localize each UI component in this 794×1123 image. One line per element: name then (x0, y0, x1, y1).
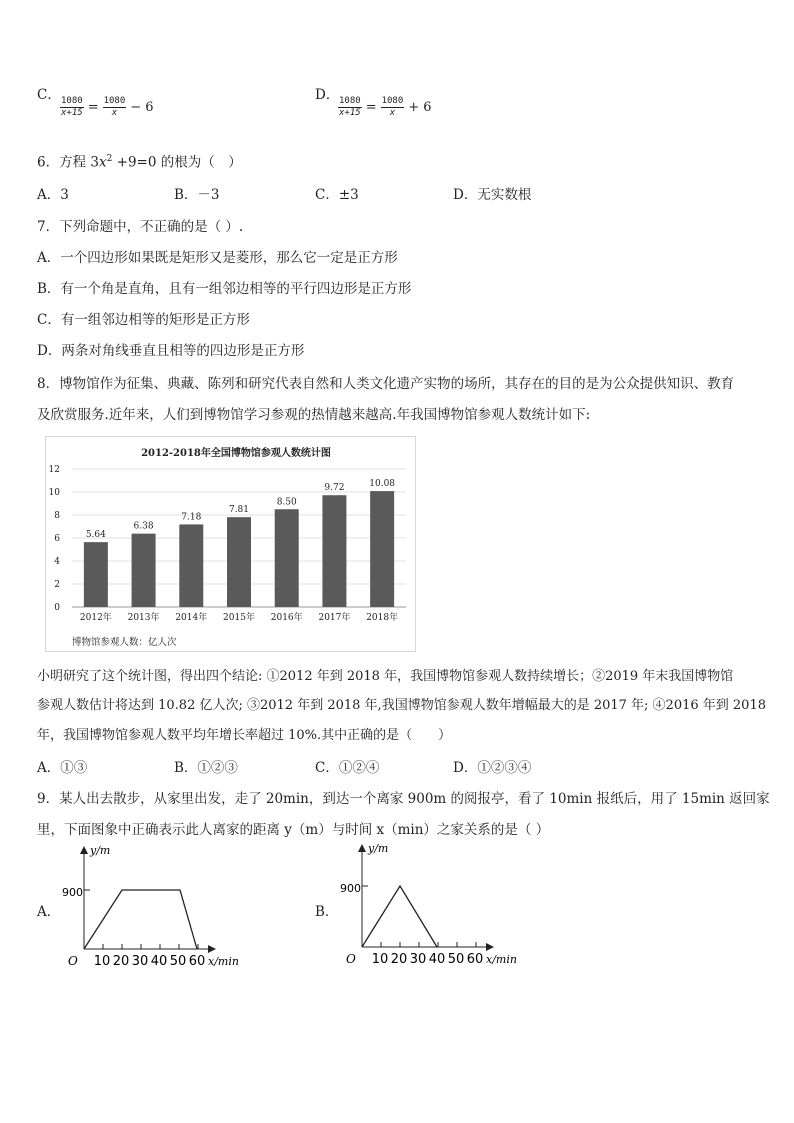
q9-graph-a-y-label: y/m (90, 844, 111, 857)
q5-option-d-equation (338, 96, 432, 119)
q6-x: x (98, 154, 107, 171)
q9-graph-a-curve (84, 890, 197, 949)
x-tick-label: 2018年 (366, 613, 399, 623)
x-tick-label: 2014年 (175, 613, 208, 623)
x-tick-label: 2013年 (127, 613, 160, 623)
x-tick-label: 40 (428, 952, 446, 967)
q6-stem-b: +9=0 的根为（ ） (112, 154, 242, 171)
q7-stem: 7．下列命题中，不正确的是（ ）. (37, 219, 244, 235)
q9-graph-a-y-value: 900 (62, 886, 83, 899)
q6-option-a: A．3 (37, 187, 69, 203)
q8-stem-line2: 及欣赏服务.近年来，人们到博物馆学习参观的热情越来越高.年我国博物馆参观人数统计如下: (37, 407, 591, 423)
x-tick-label: 2015年 (223, 613, 255, 623)
q8-conclusion-line1: 小明研究了这个统计图，得出四个结论: ①2012 年到 2018 年，我国博物馆参观人数持续增长；②2019 年末我国博物馆 (37, 669, 734, 684)
q8-conclusion-line2: 参观人数估计将达到 10.82 亿人次; ③2012 年到 2018 年,我国博物馆参观人数年增幅最大的是 2017 年; ④2016 年到 2018 (37, 698, 766, 713)
x-tick-label: 20 (112, 954, 130, 969)
q9-graph-b-y-value: 900 (340, 882, 361, 895)
bar (132, 534, 156, 607)
q8-option-a: A．①③ (37, 760, 88, 776)
bar (322, 495, 346, 607)
q7-option-b: B．有一个角是直角，且有一组邻边相等的平行四边形是正方形 (37, 281, 412, 297)
x-tick-label: 40 (150, 954, 168, 969)
q9-graph-b-curve (362, 886, 437, 947)
bar (370, 491, 394, 607)
x-tick-label: 50 (447, 952, 465, 967)
q5-c-left-num: 1080 (61, 96, 83, 106)
q9-graph-a-origin: O (68, 954, 78, 968)
x-tick-label: 2016年 (270, 613, 303, 623)
y-tick-label: 4 (54, 557, 60, 567)
q5-d-left-fraction (338, 96, 362, 119)
q5-d-left-num: 1080 (339, 96, 361, 106)
x-tick-label: 10 (371, 952, 389, 967)
q9-graph-a-x-label: x/min (208, 955, 239, 968)
q8-stem-line1: 8．博物馆作为征集、典藏、陈列和研究代表自然和人类文化遗产实物的场所，其存在的目的是为公众提供知识、教育 (37, 376, 735, 392)
q9-stem-line1: 9．某人出去散步，从家里出发，走了 20min，到达一个离家 900m 的阅报亭，看了 10min 报纸后，用了 15min 返回家 (37, 791, 770, 807)
q5-c-op: − 6 (130, 100, 154, 115)
bar-data-label: 7.18 (181, 512, 202, 523)
q5-c-right-fraction (103, 96, 127, 119)
x-tick-label: 10 (93, 954, 111, 969)
q6-stem-a: 6．方程 3 (37, 154, 99, 171)
q9-graph-b-origin: O (346, 952, 356, 966)
q6-option-b: B．－3 (174, 187, 220, 203)
bar-data-label: 5.64 (85, 530, 106, 541)
y-tick-label: 2 (54, 580, 60, 590)
q8-option-b: B．①②③ (174, 760, 238, 776)
q9-graph-b (340, 842, 530, 972)
q9-graph-a (62, 842, 252, 972)
q7-option-c: C．有一组邻边相等的矩形是正方形 (37, 312, 250, 328)
y-tick-label: 6 (54, 534, 60, 544)
q6-stem (37, 150, 242, 172)
q5-c-equals: = (87, 100, 99, 115)
q5-c-right-num: 1080 (103, 96, 126, 106)
q5-d-left-den: x+15 (339, 108, 361, 118)
q6-exponent: 2 (106, 154, 113, 164)
q5-option-c-label: C． (37, 87, 61, 103)
q5-d-right-den: x (389, 108, 396, 118)
q5-c-left-fraction (60, 96, 84, 119)
q6-option-c: C．±3 (315, 187, 359, 203)
q5-d-right-num: 1080 (381, 96, 404, 106)
q9-graph-b-x-label: x/min (486, 953, 517, 966)
q9-graph-a-label: A． (37, 904, 61, 920)
q5-option-d-label: D． (315, 87, 340, 103)
bar-data-label: 9.72 (324, 483, 345, 494)
q8-conclusion-line3: 年，我国博物馆参观人数平均年增长率超过 10%.其中正确的是（ ） (37, 728, 452, 743)
bar (84, 542, 108, 607)
q6-option-d: D．无实数根 (453, 187, 532, 203)
x-tick-label: 60 (188, 954, 206, 969)
bar-data-label: 8.50 (276, 497, 297, 508)
x-tick-label: 60 (466, 952, 484, 967)
q5-d-right-fraction (381, 96, 405, 119)
q5-c-right-den: x (111, 108, 118, 118)
bar-data-label: 7.81 (228, 505, 250, 516)
y-tick-label: 10 (48, 488, 60, 498)
museum-visitors-chart (45, 436, 416, 652)
q8-option-d: D．①②③④ (453, 760, 532, 776)
q5-d-equals: = (365, 100, 377, 115)
bar (275, 509, 299, 607)
chart-footnote: 博物馆参观人数：亿人次 (72, 637, 177, 648)
x-tick-label: 2017年 (318, 613, 351, 623)
q5-option-c (37, 86, 61, 104)
q5-c-left-den: x+15 (61, 108, 83, 118)
q8-option-c: C．①②④ (315, 760, 380, 776)
bar (179, 524, 203, 607)
x-tick-label: 2012年 (79, 613, 112, 623)
q7-option-d: D．两条对角线垂直且相等的四边形是正方形 (37, 343, 305, 359)
x-tick-label: 20 (390, 952, 408, 967)
q5-d-op: + 6 (408, 100, 432, 115)
y-tick-label: 0 (54, 603, 60, 613)
q5-option-c-equation (60, 96, 154, 119)
x-tick-label: 30 (131, 954, 149, 969)
y-tick-label: 12 (48, 465, 60, 475)
bar (227, 517, 251, 607)
bar-data-label: 6.38 (133, 521, 154, 532)
y-tick-label: 8 (54, 511, 60, 521)
bar-data-label: 10.08 (369, 479, 396, 490)
q9-stem-line2: 里，下面图象中正确表示此人离家的距离 y（m）与时间 x（min）之家关系的是（ ） (37, 822, 550, 838)
chart-title: 2012-2018年全国博物馆参观人数统计图 (141, 448, 331, 459)
q7-option-a: A．一个四边形如果既是矩形又是菱形，那么它一定是正方形 (37, 250, 398, 266)
q9-graph-b-label: B． (315, 904, 339, 920)
q5-option-d (315, 86, 339, 104)
bar-chart-svg (46, 437, 415, 651)
q9-graph-b-y-label: y/m (368, 842, 389, 855)
x-tick-label: 30 (409, 952, 427, 967)
x-tick-label: 50 (169, 954, 187, 969)
